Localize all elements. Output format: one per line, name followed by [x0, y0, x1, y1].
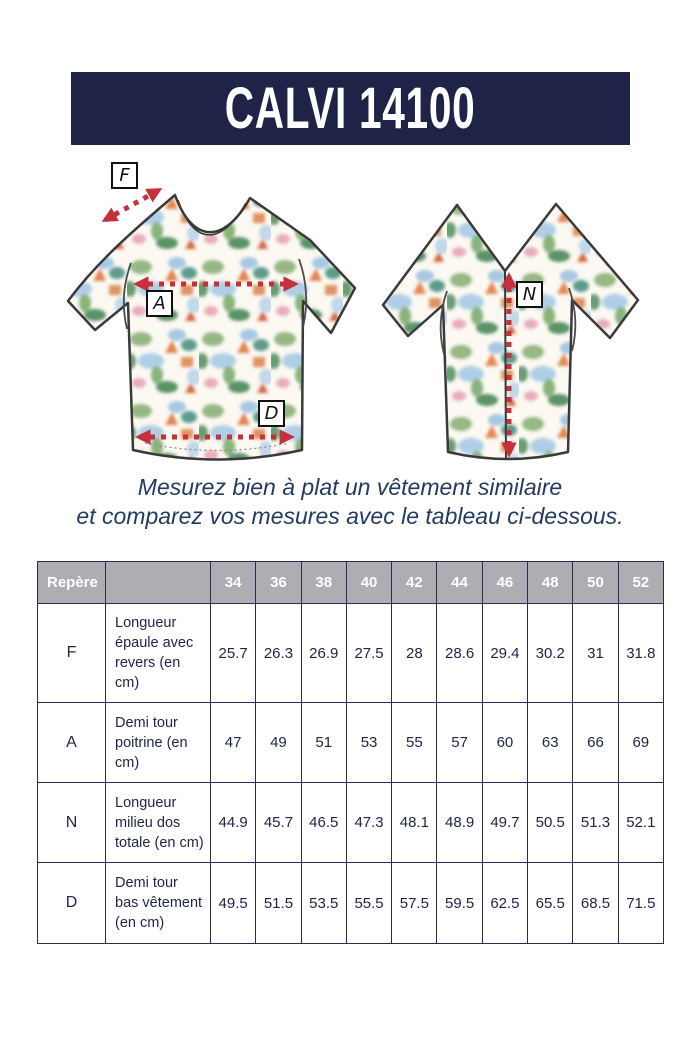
table-row-n	[38, 783, 664, 863]
back-center-seam	[505, 271, 506, 460]
size-header-36: 36	[256, 562, 301, 604]
description-header-cell	[106, 562, 211, 604]
value-cell: 51.5	[256, 863, 301, 944]
size-header-48: 48	[528, 562, 573, 604]
row-description: Demi tour poitrine (en cm)	[106, 703, 211, 783]
value-cell: 26.3	[256, 604, 301, 703]
value-cell: 49	[256, 703, 301, 783]
value-cell: 53.5	[301, 863, 346, 944]
size-header-44: 44	[437, 562, 482, 604]
size-header-50: 50	[573, 562, 618, 604]
value-cell: 45.7	[256, 783, 301, 863]
instruction-line-1: Mesurez bien à plat un vêtement similaire	[137, 474, 563, 500]
measure-letter-a: A	[153, 293, 166, 314]
value-cell: 47	[211, 703, 256, 783]
row-description: Longueur milieu dos totale (en cm)	[106, 783, 211, 863]
table-row-f	[38, 604, 664, 703]
value-cell: 55.5	[346, 863, 391, 944]
value-cell: 69	[618, 703, 663, 783]
value-cell: 49.7	[482, 783, 527, 863]
front-garment-illustration	[55, 183, 365, 473]
measure-label-d	[258, 400, 285, 427]
value-cell: 48.9	[437, 783, 482, 863]
value-cell: 62.5	[482, 863, 527, 944]
value-cell: 51	[301, 703, 346, 783]
value-cell: 49.5	[211, 863, 256, 944]
value-cell: 47.3	[346, 783, 391, 863]
size-header-52: 52	[618, 562, 663, 604]
row-label: F	[38, 604, 106, 703]
value-cell: 53	[346, 703, 391, 783]
row-label: N	[38, 783, 106, 863]
size-header-40: 40	[346, 562, 391, 604]
title-banner	[71, 72, 630, 145]
value-cell: 30.2	[528, 604, 573, 703]
value-cell: 60	[482, 703, 527, 783]
size-header-34: 34	[211, 562, 256, 604]
size-header-38: 38	[301, 562, 346, 604]
value-cell: 31.8	[618, 604, 663, 703]
value-cell: 25.7	[211, 604, 256, 703]
table-row-a	[38, 703, 664, 783]
size-table-container	[37, 561, 664, 944]
value-cell: 44.9	[211, 783, 256, 863]
measure-label-a	[146, 290, 173, 317]
value-cell: 51.3	[573, 783, 618, 863]
value-cell: 26.9	[301, 604, 346, 703]
value-cell: 46.5	[301, 783, 346, 863]
instruction-line-2: et comparez vos mesures avec le tableau ci-dessous.	[76, 503, 624, 529]
measure-letter-d: D	[264, 403, 279, 424]
row-description: Demi tour bas vêtement (en cm)	[106, 863, 211, 944]
measuring-instructions	[0, 473, 700, 531]
value-cell: 57.5	[392, 863, 437, 944]
value-cell: 59.5	[437, 863, 482, 944]
value-cell: 27.5	[346, 604, 391, 703]
size-header-46: 46	[482, 562, 527, 604]
size-header-42: 42	[392, 562, 437, 604]
value-cell: 55	[392, 703, 437, 783]
corner-header-cell: Repère	[38, 562, 106, 604]
measure-label-n	[516, 281, 543, 308]
value-cell: 28.6	[437, 604, 482, 703]
row-label: D	[38, 863, 106, 944]
table-row-d	[38, 863, 664, 944]
size-table-header-row	[38, 562, 664, 604]
page-title: CALVI 14100	[225, 76, 476, 141]
value-cell: 66	[573, 703, 618, 783]
value-cell: 50.5	[528, 783, 573, 863]
value-cell: 65.5	[528, 863, 573, 944]
value-cell: 52.1	[618, 783, 663, 863]
size-table	[37, 561, 664, 944]
row-description: Longueur épaule avec revers (en cm)	[106, 604, 211, 703]
value-cell: 48.1	[392, 783, 437, 863]
value-cell: 71.5	[618, 863, 663, 944]
row-label: A	[38, 703, 106, 783]
value-cell: 68.5	[573, 863, 618, 944]
measure-letter-f: F	[119, 165, 130, 186]
measure-letter-n: N	[522, 284, 537, 305]
back-garment-illustration	[375, 196, 647, 468]
value-cell: 63	[528, 703, 573, 783]
measure-label-f	[111, 162, 138, 189]
value-cell: 57	[437, 703, 482, 783]
value-cell: 31	[573, 604, 618, 703]
value-cell: 29.4	[482, 604, 527, 703]
value-cell: 28	[392, 604, 437, 703]
